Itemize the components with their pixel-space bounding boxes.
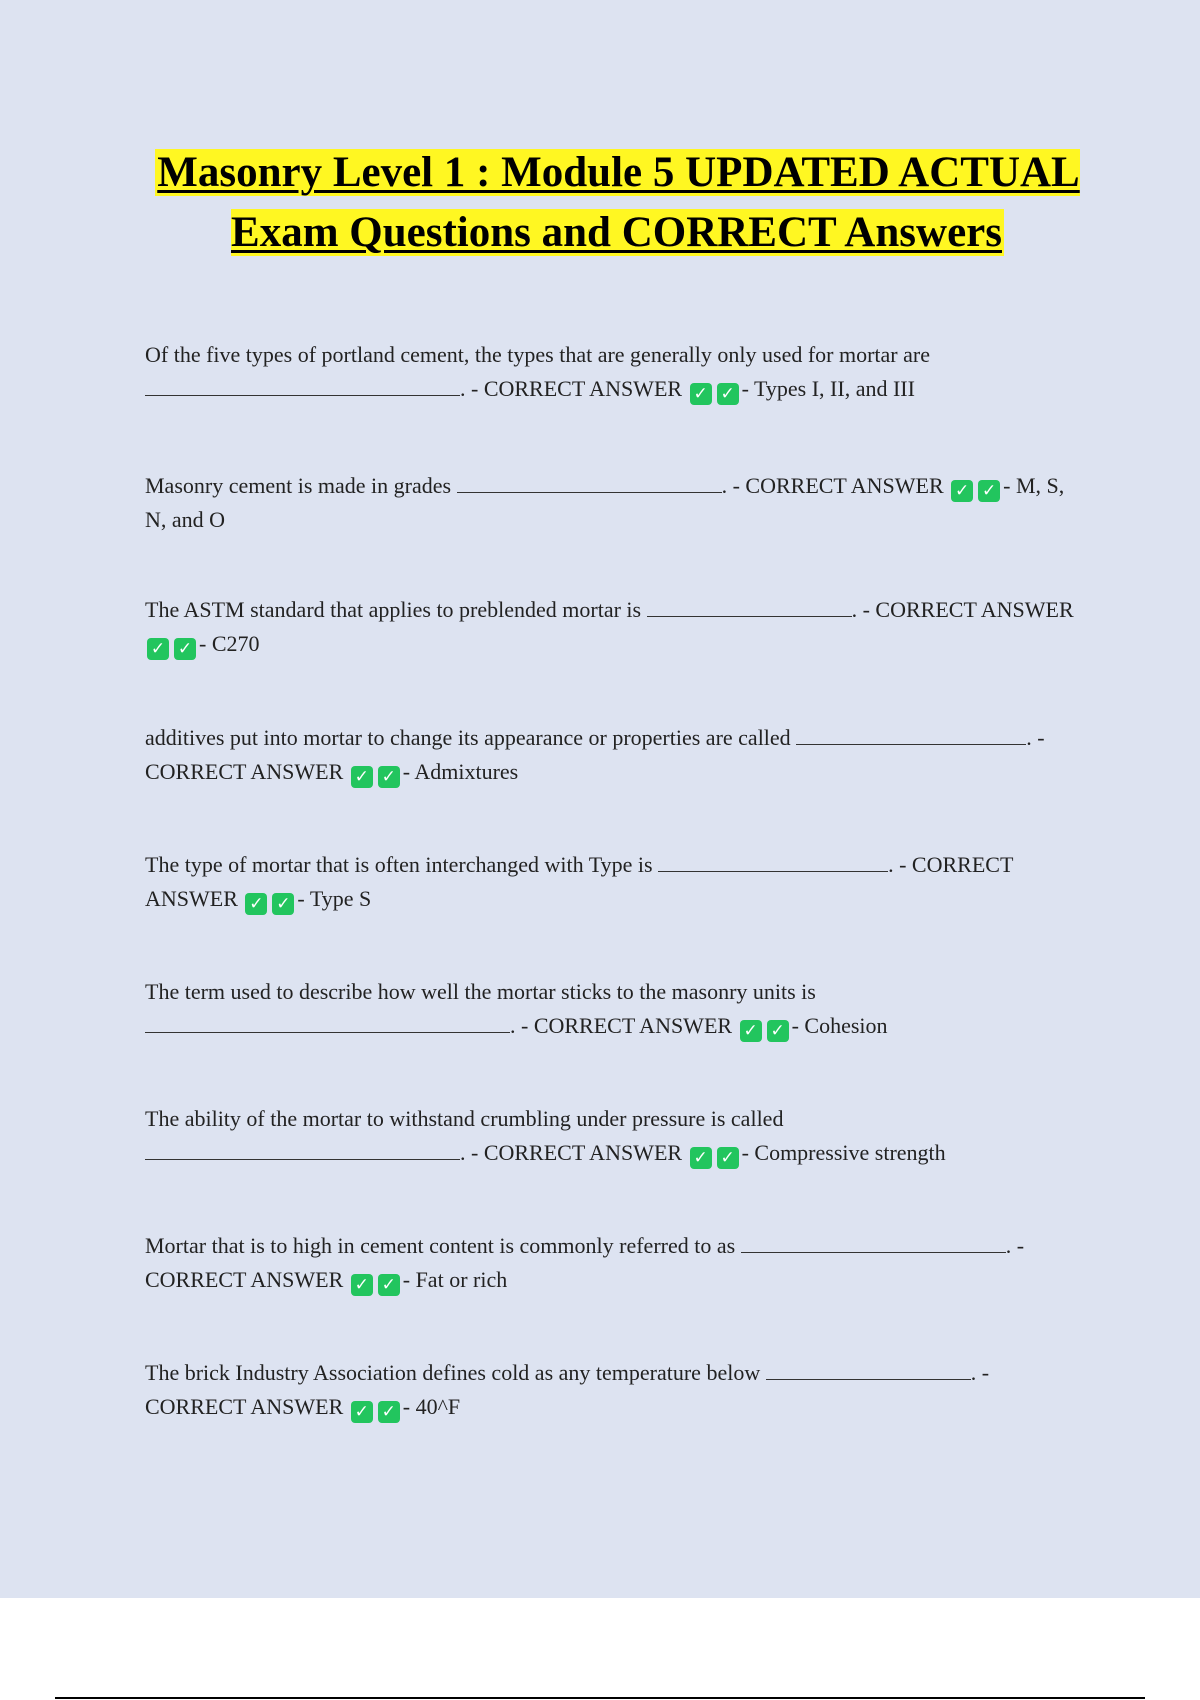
question-text: Mortar that is to high in cement content is commonly referred to as bbox=[145, 1233, 736, 1258]
correct-answer-label: - CORRECT ANSWER bbox=[145, 1233, 1025, 1292]
check-mark-icon: ✓ bbox=[740, 1020, 762, 1042]
question-text: Masonry cement is made in grades bbox=[145, 473, 452, 498]
check-mark-icon: ✓ bbox=[351, 766, 373, 788]
check-mark-icon: ✓ bbox=[378, 1401, 400, 1423]
question-1 bbox=[145, 338, 1090, 406]
check-mark-icon: ✓ bbox=[378, 1274, 400, 1296]
check-mark-icon: ✓ bbox=[351, 1401, 373, 1423]
answer-text: - Compressive strength bbox=[741, 1140, 946, 1165]
question-2 bbox=[145, 469, 1090, 537]
check-mark-icon: ✓ bbox=[978, 480, 1000, 502]
correct-answer-label: - CORRECT ANSWER bbox=[145, 725, 1045, 784]
document-title bbox=[100, 143, 1135, 263]
answer-blank bbox=[145, 1010, 510, 1033]
answer-blank bbox=[457, 470, 722, 493]
question-5 bbox=[145, 848, 1090, 916]
question-text: The term used to describe how well the mortar sticks to the masonry units is bbox=[145, 979, 816, 1004]
check-mark-icon: ✓ bbox=[690, 383, 712, 405]
check-mark-icon: ✓ bbox=[147, 638, 169, 660]
check-mark-icon: ✓ bbox=[951, 480, 973, 502]
answer-blank bbox=[658, 849, 888, 872]
answer-blank bbox=[145, 373, 460, 396]
question-7 bbox=[145, 1102, 1090, 1170]
correct-answer-label: - CORRECT ANSWER bbox=[732, 473, 944, 498]
check-mark-icon: ✓ bbox=[351, 1274, 373, 1296]
blank-punctuation: . bbox=[1005, 1233, 1012, 1258]
correct-answer-label: - CORRECT ANSWER bbox=[471, 376, 683, 401]
answer-text: - C270 bbox=[199, 631, 260, 656]
answer-text: - M, S, N, and O bbox=[145, 473, 1065, 532]
question-text: Of the five types of portland cement, the types that are generally only used for mortar are bbox=[145, 342, 930, 367]
answer-blank bbox=[647, 594, 852, 617]
check-mark-icon: ✓ bbox=[767, 1020, 789, 1042]
correct-answer-label: - CORRECT ANSWER bbox=[145, 852, 1013, 911]
blank-punctuation: . bbox=[460, 1140, 466, 1165]
check-mark-icon: ✓ bbox=[378, 766, 400, 788]
question-4 bbox=[145, 721, 1090, 789]
answer-blank bbox=[766, 1357, 971, 1380]
question-8 bbox=[145, 1229, 1090, 1297]
question-text: additives put into mortar to change its appearance or properties are called bbox=[145, 725, 791, 750]
check-mark-icon: ✓ bbox=[272, 893, 294, 915]
check-mark-icon: ✓ bbox=[174, 638, 196, 660]
question-text: The type of mortar that is often interchanged with Type is bbox=[145, 852, 653, 877]
blank-punctuation: . bbox=[888, 852, 894, 877]
blank-punctuation: . bbox=[721, 473, 728, 498]
correct-answer-label: - CORRECT ANSWER bbox=[471, 1140, 683, 1165]
question-text: The brick Industry Association defines cold as any temperature below bbox=[145, 1360, 761, 1385]
correct-answer-label: - CORRECT ANSWER bbox=[862, 597, 1074, 622]
answer-text: - Fat or rich bbox=[402, 1267, 508, 1292]
answer-text: - Type S bbox=[297, 886, 372, 911]
question-6 bbox=[145, 975, 1090, 1043]
answer-text: - Admixtures bbox=[402, 759, 519, 784]
blank-punctuation: . bbox=[970, 1360, 977, 1385]
blank-punctuation: . bbox=[851, 597, 858, 622]
document-title-text: Masonry Level 1 : Module 5 UPDATED ACTUAL Exam Questions and CORRECT Answers bbox=[157, 149, 1080, 256]
answer-blank bbox=[796, 722, 1026, 745]
answer-text: - Types I, II, and III bbox=[741, 376, 915, 401]
answer-blank bbox=[145, 1137, 460, 1160]
question-text: The ability of the mortar to withstand crumbling under pressure is called bbox=[145, 1106, 784, 1131]
check-mark-icon: ✓ bbox=[717, 1147, 739, 1169]
question-3 bbox=[145, 593, 1090, 661]
correct-answer-label: - CORRECT ANSWER bbox=[521, 1013, 733, 1038]
question-9 bbox=[145, 1356, 1090, 1424]
answer-blank bbox=[741, 1230, 1006, 1253]
blank-punctuation: . bbox=[510, 1013, 516, 1038]
blank-punctuation: . bbox=[1026, 725, 1032, 750]
check-mark-icon: ✓ bbox=[690, 1147, 712, 1169]
blank-punctuation: . bbox=[460, 376, 466, 401]
check-mark-icon: ✓ bbox=[245, 893, 267, 915]
correct-answer-label: - CORRECT ANSWER bbox=[145, 1360, 990, 1419]
check-mark-icon: ✓ bbox=[717, 383, 739, 405]
footer-divider bbox=[55, 1697, 1145, 1699]
answer-text: - Cohesion bbox=[791, 1013, 888, 1038]
question-text: The ASTM standard that applies to preblended mortar is bbox=[145, 597, 642, 622]
answer-text: - 40^F bbox=[402, 1394, 461, 1419]
